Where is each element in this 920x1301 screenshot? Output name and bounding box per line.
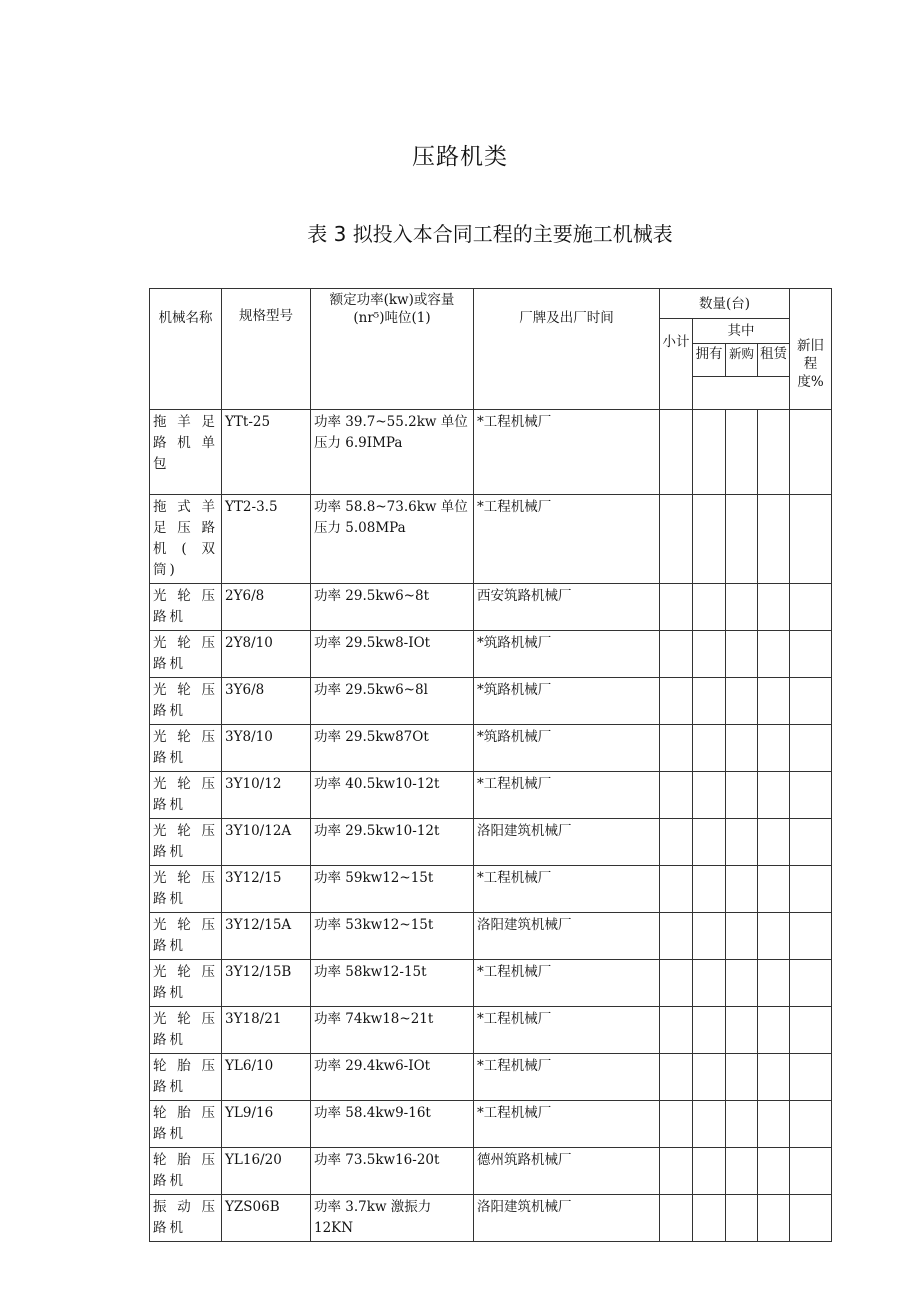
cell-qty-subtotal <box>660 1054 693 1101</box>
cell-maker: *工程机械厂 <box>474 772 660 819</box>
table-row <box>150 725 832 772</box>
header-owned: 拥有 <box>693 344 726 377</box>
cell-qty-new <box>726 960 758 1007</box>
table-row <box>150 1101 832 1148</box>
cell-qty-new <box>726 1148 758 1195</box>
cell-condition <box>790 725 832 772</box>
header-condition: 新旧程度% <box>790 289 832 410</box>
cell-maker: *工程机械厂 <box>474 410 660 495</box>
cell-model: YTt-25 <box>222 410 311 495</box>
cell-qty-new <box>726 772 758 819</box>
cell-qty-subtotal <box>660 1195 693 1242</box>
cell-power: 功率 58.4kw9-16t <box>311 1101 474 1148</box>
cell-condition <box>790 678 832 725</box>
cell-name: 光轮压路机 <box>150 819 222 866</box>
cell-model: 3Y6/8 <box>222 678 311 725</box>
cell-condition <box>790 1195 832 1242</box>
cell-name: 轮胎压路机 <box>150 1101 222 1148</box>
table-row <box>150 960 832 1007</box>
table-row <box>150 1054 832 1101</box>
cell-qty-owned <box>693 819 726 866</box>
cell-maker: 西安筑路机械厂 <box>474 584 660 631</box>
cell-name: 光轮压路机 <box>150 866 222 913</box>
cell-condition <box>790 960 832 1007</box>
cell-maker: *筑路机械厂 <box>474 631 660 678</box>
cell-qty-new <box>726 495 758 584</box>
header-power-line1: 额定功率(kw)或容量 <box>329 292 455 308</box>
table-row <box>150 1007 832 1054</box>
cell-qty-owned <box>693 495 726 584</box>
cell-qty-rent <box>758 819 790 866</box>
cell-power: 功率 58.8~73.6kw 单位压力 5.08MPa <box>311 495 474 584</box>
cell-qty-owned <box>693 725 726 772</box>
cell-condition <box>790 495 832 584</box>
cell-model: YL6/10 <box>222 1054 311 1101</box>
cell-maker: *筑路机械厂 <box>474 725 660 772</box>
cell-qty-subtotal <box>660 772 693 819</box>
cell-qty-owned <box>693 1007 726 1054</box>
cell-maker: *工程机械厂 <box>474 1101 660 1148</box>
cell-model: YL9/16 <box>222 1101 311 1148</box>
cell-maker: *工程机械厂 <box>474 1007 660 1054</box>
cell-power: 功率 29.5kw8-IOt <box>311 631 474 678</box>
cell-power: 功率 73.5kw16-20t <box>311 1148 474 1195</box>
cell-qty-subtotal <box>660 725 693 772</box>
cell-power: 功率 3.7kw 激振力 12KN <box>311 1195 474 1242</box>
cell-qty-owned <box>693 1101 726 1148</box>
cell-maker: *工程机械厂 <box>474 960 660 1007</box>
header-power-line2: (nr⁵)吨位(1) <box>353 310 431 326</box>
cell-name: 光轮压路机 <box>150 772 222 819</box>
cell-name: 光轮压路机 <box>150 631 222 678</box>
table-row <box>150 584 832 631</box>
table-header <box>150 289 832 410</box>
cell-qty-owned <box>693 960 726 1007</box>
header-model <box>222 289 311 410</box>
cell-qty-owned <box>693 913 726 960</box>
cell-maker: 洛阳建筑机械厂 <box>474 1195 660 1242</box>
cell-qty-rent <box>758 1054 790 1101</box>
table-row <box>150 495 832 584</box>
cell-qty-rent <box>758 410 790 495</box>
cell-qty-rent <box>758 678 790 725</box>
cell-maker: *工程机械厂 <box>474 866 660 913</box>
cell-name: 光轮压路机 <box>150 725 222 772</box>
cell-qty-new <box>726 1007 758 1054</box>
table-body <box>150 410 832 1242</box>
cell-qty-new <box>726 725 758 772</box>
cell-power: 功率 59kw12~15t <box>311 866 474 913</box>
table-row <box>150 866 832 913</box>
cell-qty-rent <box>758 495 790 584</box>
cell-model: 3Y18/21 <box>222 1007 311 1054</box>
table-row <box>150 1148 832 1195</box>
cell-condition <box>790 631 832 678</box>
cell-qty-new <box>726 819 758 866</box>
table-row <box>150 678 832 725</box>
cell-name: 拖 羊 足 路 机 单 包 <box>150 410 222 495</box>
cell-model: 3Y12/15 <box>222 866 311 913</box>
cell-power: 功率 29.4kw6-IOt <box>311 1054 474 1101</box>
cell-qty-owned <box>693 584 726 631</box>
header-of-which: 其中 <box>693 319 790 344</box>
cell-qty-owned <box>693 1054 726 1101</box>
cell-maker: 洛阳建筑机械厂 <box>474 819 660 866</box>
header-quantity: 数量(台) <box>660 289 790 319</box>
cell-qty-new <box>726 1195 758 1242</box>
cell-qty-owned <box>693 866 726 913</box>
cell-model: 3Y10/12A <box>222 819 311 866</box>
cell-qty-new <box>726 866 758 913</box>
cell-qty-rent <box>758 772 790 819</box>
table-row <box>150 631 832 678</box>
cell-qty-new <box>726 584 758 631</box>
cell-qty-new <box>726 1101 758 1148</box>
cell-power: 功率 29.5kw6~8l <box>311 678 474 725</box>
cell-condition <box>790 1148 832 1195</box>
cell-condition <box>790 410 832 495</box>
cell-qty-subtotal <box>660 1007 693 1054</box>
cell-maker: *工程机械厂 <box>474 495 660 584</box>
table-caption: 表 3 拟投入本合同工程的主要施工机械表 <box>307 222 673 246</box>
cell-maker: *筑路机械厂 <box>474 678 660 725</box>
cell-condition <box>790 819 832 866</box>
cell-name: 轮胎压路机 <box>150 1054 222 1101</box>
cell-power: 功率 29.5kw87Ot <box>311 725 474 772</box>
table-row <box>150 819 832 866</box>
cell-qty-subtotal <box>660 410 693 495</box>
cell-qty-rent <box>758 584 790 631</box>
page-title: 压路机类 <box>412 144 508 170</box>
cell-name: 光轮压路机 <box>150 1007 222 1054</box>
cell-condition <box>790 913 832 960</box>
cell-qty-subtotal <box>660 631 693 678</box>
header-model-label: 规格型号 <box>239 308 293 324</box>
cell-qty-subtotal <box>660 819 693 866</box>
machinery-table <box>149 288 832 1242</box>
cell-condition <box>790 1007 832 1054</box>
cell-model: YT2-3.5 <box>222 495 311 584</box>
cell-qty-rent <box>758 631 790 678</box>
header-maker: 厂牌及出厂时间 <box>474 289 660 410</box>
cell-qty-owned <box>693 772 726 819</box>
cell-qty-owned <box>693 1195 726 1242</box>
cell-qty-subtotal <box>660 584 693 631</box>
table-row <box>150 1195 832 1242</box>
table-row <box>150 772 832 819</box>
cell-name: 光轮压路机 <box>150 584 222 631</box>
cell-qty-rent <box>758 1195 790 1242</box>
header-name: 机械名称 <box>150 289 222 410</box>
cell-qty-rent <box>758 725 790 772</box>
cell-qty-owned <box>693 678 726 725</box>
table-row <box>150 913 832 960</box>
cell-model: 3Y8/10 <box>222 725 311 772</box>
cell-model: 2Y8/10 <box>222 631 311 678</box>
cell-condition <box>790 772 832 819</box>
cell-model: 3Y12/15A <box>222 913 311 960</box>
cell-qty-subtotal <box>660 1101 693 1148</box>
cell-qty-new <box>726 678 758 725</box>
cell-qty-rent <box>758 866 790 913</box>
cell-qty-owned <box>693 410 726 495</box>
header-subtotal: 小计 <box>660 319 693 410</box>
cell-condition <box>790 866 832 913</box>
cell-qty-rent <box>758 960 790 1007</box>
cell-condition <box>790 1101 832 1148</box>
table-row <box>150 410 832 495</box>
cell-name: 拖式羊足压路机(双筒) <box>150 495 222 584</box>
cell-qty-subtotal <box>660 1148 693 1195</box>
cell-qty-new <box>726 410 758 495</box>
cell-power: 功率 40.5kw10-12t <box>311 772 474 819</box>
cell-qty-new <box>726 1054 758 1101</box>
cell-maker: 洛阳建筑机械厂 <box>474 913 660 960</box>
cell-qty-owned <box>693 1148 726 1195</box>
cell-condition <box>790 1054 832 1101</box>
cell-model: 2Y6/8 <box>222 584 311 631</box>
cell-name: 轮胎压路机 <box>150 1148 222 1195</box>
cell-qty-subtotal <box>660 866 693 913</box>
cell-qty-new <box>726 631 758 678</box>
cell-name: 光轮压路机 <box>150 960 222 1007</box>
header-new-purchase: 新购 <box>726 344 758 377</box>
cell-qty-rent <box>758 1101 790 1148</box>
cell-model: 3Y12/15B <box>222 960 311 1007</box>
cell-qty-subtotal <box>660 495 693 584</box>
cell-qty-subtotal <box>660 960 693 1007</box>
cell-maker: *工程机械厂 <box>474 1054 660 1101</box>
cell-power: 功率 39.7~55.2kw 单位压力 6.9IMPa <box>311 410 474 495</box>
cell-model: 3Y10/12 <box>222 772 311 819</box>
cell-power: 功率 53kw12~15t <box>311 913 474 960</box>
cell-qty-subtotal <box>660 913 693 960</box>
cell-condition <box>790 584 832 631</box>
cell-qty-rent <box>758 913 790 960</box>
cell-qty-rent <box>758 1148 790 1195</box>
header-rent: 租赁 <box>758 344 790 377</box>
cell-qty-new <box>726 913 758 960</box>
cell-maker: 德州筑路机械厂 <box>474 1148 660 1195</box>
cell-model: YL16/20 <box>222 1148 311 1195</box>
cell-qty-subtotal <box>660 678 693 725</box>
cell-power: 功率 29.5kw6~8t <box>311 584 474 631</box>
cell-model: YZS06B <box>222 1195 311 1242</box>
cell-power: 功率 74kw18~21t <box>311 1007 474 1054</box>
cell-power: 功率 29.5kw10-12t <box>311 819 474 866</box>
cell-qty-owned <box>693 631 726 678</box>
cell-name: 振动压路机 <box>150 1195 222 1242</box>
cell-name: 光轮压路机 <box>150 678 222 725</box>
cell-name: 光轮压路机 <box>150 913 222 960</box>
cell-qty-rent <box>758 1007 790 1054</box>
cell-power: 功率 58kw12-15t <box>311 960 474 1007</box>
header-power <box>311 289 474 410</box>
